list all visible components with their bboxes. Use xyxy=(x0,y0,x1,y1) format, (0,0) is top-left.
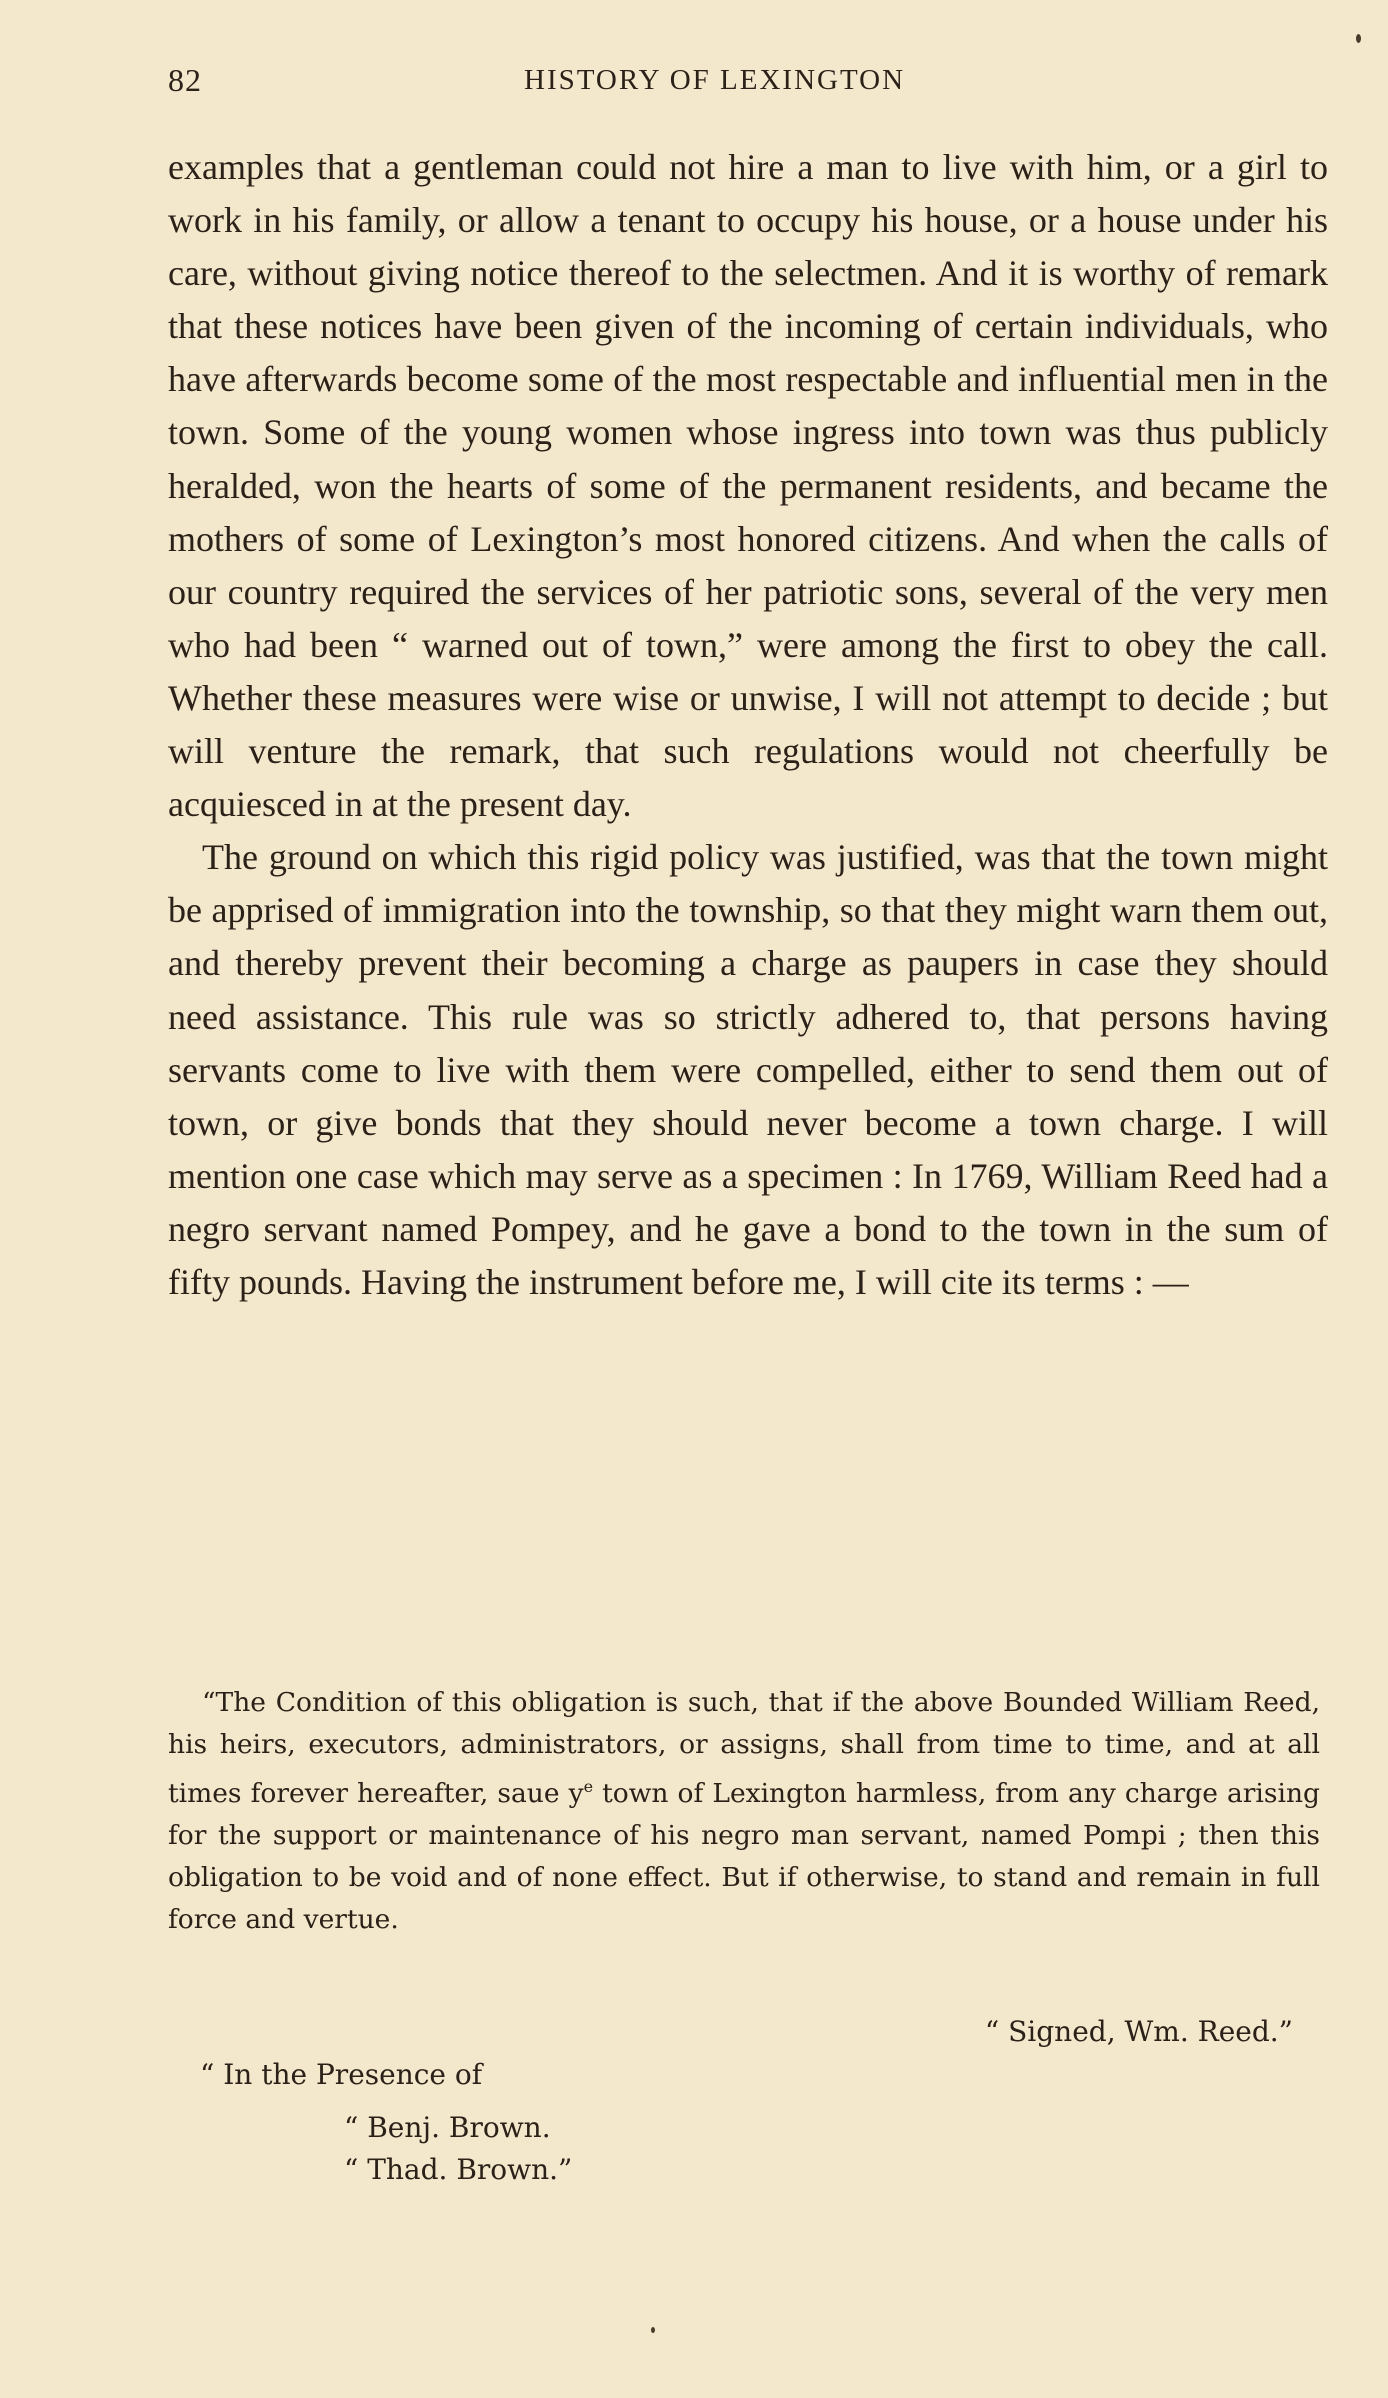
presence-line: “ In the Presence of xyxy=(200,2058,483,2091)
bond-superscript: e xyxy=(583,1777,594,1796)
running-title: HISTORY OF LEXINGTON xyxy=(524,64,906,96)
bond-text-part-2: town of Lexington harmless, from any charge arising for the support or maintenance of his negro man servant, named Pompi ; then this obligation to be void and of none effect. But if otherwise, to stand and remain in full force and vertue. xyxy=(168,1777,1320,1935)
page-number: 82 xyxy=(168,62,202,98)
bond-text-part-1: “The Condition of this obligation is such, that if the above Bounded William Reed, his heirs, executors, administrators, or assigns, shall from time to time, and at all times forever hereafter, saue y xyxy=(168,1687,1320,1809)
bond-condition-text xyxy=(168,1682,1320,1941)
signature-line: “ Signed, Wm. Reed.” xyxy=(984,2015,1293,2048)
paper-speck xyxy=(1356,34,1361,43)
witness-2: “ Thad. Brown.” xyxy=(344,2153,573,2186)
paragraph-2: The ground on which this rigid policy was justified, was that the town might be apprised of immigration into the township, so that they might warn them out, and thereby prevent their becoming a charge as paupers in case they should need assistance. This rule was so strictly adhered to, that persons having servants come to live with them were compelled, either to send them out of town, or give bonds that they should never become a town charge. I will mention one case which may serve as a specimen : In 1769, William Reed had a negro servant named Pompey, and he gave a bond to the town in the sum of fifty pounds. Having the instrument before me, I will cite its terms : — xyxy=(168,837,1328,1302)
bond-quotation xyxy=(168,1682,1320,1941)
page-header xyxy=(168,62,1326,112)
witness-1: “ Benj. Brown. xyxy=(344,2111,551,2144)
paragraph-1: examples that a gentleman could not hire a man to live with him, or a girl to work in his family, or allow a tenant to occupy his house, or a house under his care, without giving notice thereof to the selectmen. And it is worthy of remark that these notices have been given of the incoming of certain individuals, who have afterwards become some of the most respectable and influential men in the town. Some of the young women whose ingress into town was thus publicly heralded, won the hearts of some of the permanent residents, and became the mothers of some of Lexington’s most honored citizens. And when the calls of our country required the services of her patriotic sons, several of the very men who had been “ warned out of town,” were among the first to obey the call. Whether these measures were wise or unwise, I will not attempt to decide ; but will venture the remark, that such regulations would not cheerfully be acquiesced in at the present day. xyxy=(168,147,1328,825)
paper-speck xyxy=(651,2327,655,2333)
body-text xyxy=(168,141,1328,1309)
